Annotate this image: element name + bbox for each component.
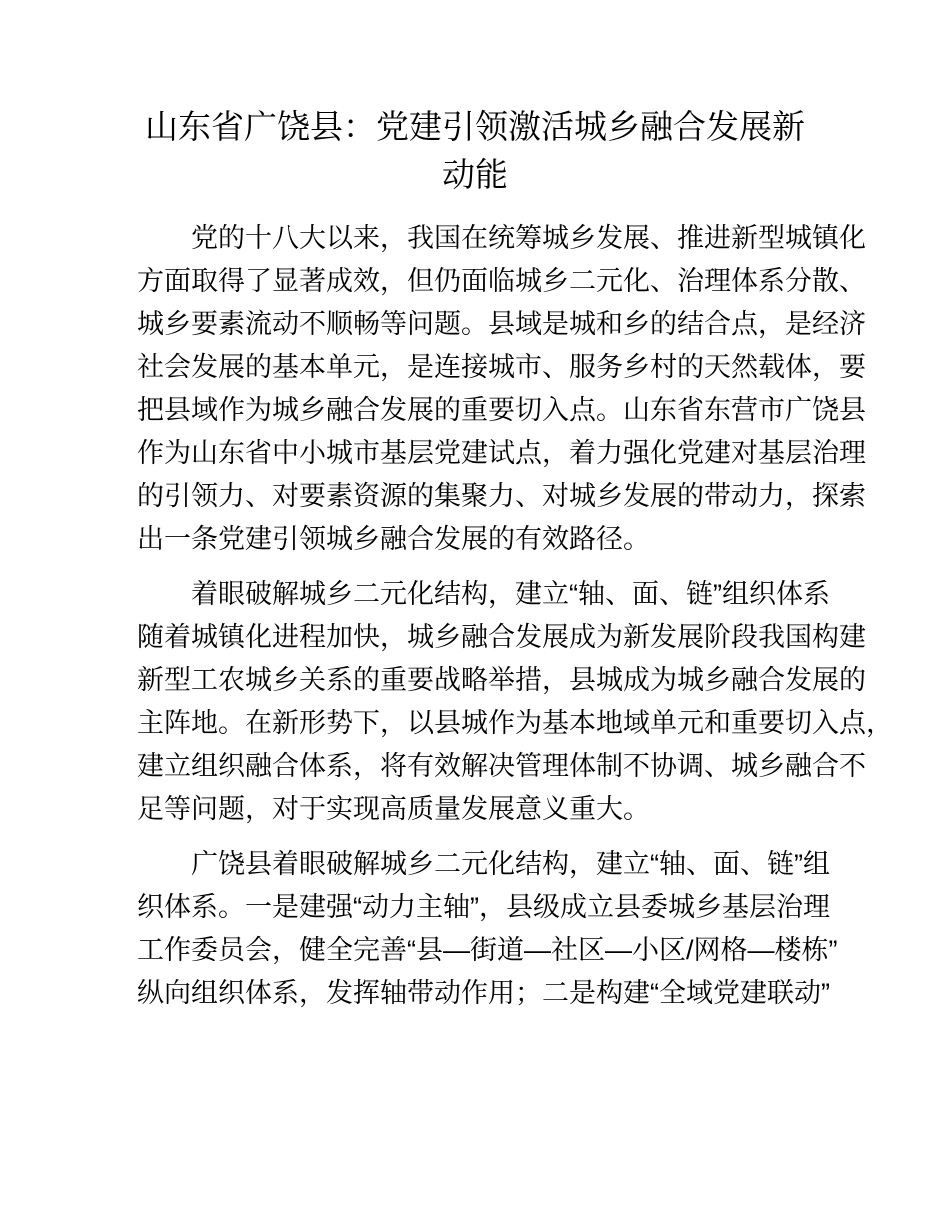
paragraph (137, 843, 838, 1015)
text-line: 把县域作为城乡融合发展的重要切入点。山东省东营市广饶县 (137, 395, 866, 425)
text-line: 新型工农城乡关系的重要战略举措，县城成为城乡融合发展的 (137, 665, 866, 695)
text-line: 广饶县着眼破解城乡二元化结构，建立“轴、面、链”组 (191, 849, 830, 879)
text-line: 社会发展的基本单元，是连接城市、服务乡村的天然载体，要 (137, 352, 866, 382)
document-body (137, 217, 893, 1015)
document-title (137, 103, 813, 199)
text-line: 织体系。一是建强“动力主轴”，县级成立县委城乡基层治理 (137, 892, 830, 922)
text-line: 方面取得了显著成效，但仍面临城乡二元化、治理体系分散、 (137, 266, 866, 296)
title-line: 山东省广饶县：党建引领激活城乡融合发展新 (145, 108, 805, 145)
paragraph (137, 573, 893, 831)
text-line: 的引领力、对要素资源的集聚力、对城乡发展的带动力，探索 (137, 481, 866, 511)
text-line: 作为山东省中小城市基层党建试点，着力强化党建对基层治理 (137, 438, 866, 468)
title-line: 动能 (442, 156, 508, 193)
text-line: 党的十八大以来，我国在统筹城乡发展、推进新型城镇化 (191, 223, 866, 253)
text-line: 足等问题，对于实现高质量发展意义重大。 (137, 794, 650, 824)
paragraph (137, 217, 866, 561)
text-line: 工作委员会，健全完善“县—街道—社区—小区/网格—楼栋” (137, 935, 838, 965)
text-line: 城乡要素流动不顺畅等问题。县域是城和乡的结合点，是经济 (137, 309, 866, 339)
text-line: 建立组织融合体系，将有效解决管理体制不协调、城乡融合不 (137, 751, 866, 781)
text-line: 出一条党建引领城乡融合发展的有效路径。 (137, 524, 650, 554)
text-line: 随着城镇化进程加快，城乡融合发展成为新发展阶段我国构建 (137, 622, 866, 652)
text-line: 着眼破解城乡二元化结构，建立“轴、面、链”组织体系 (191, 579, 830, 609)
text-line: 纵向组织体系，发挥轴带动作用；二是构建“全域党建联动” (137, 978, 830, 1008)
text-line: 主阵地。在新形势下，以县城作为基本地域单元和重要切入点， (137, 708, 893, 738)
